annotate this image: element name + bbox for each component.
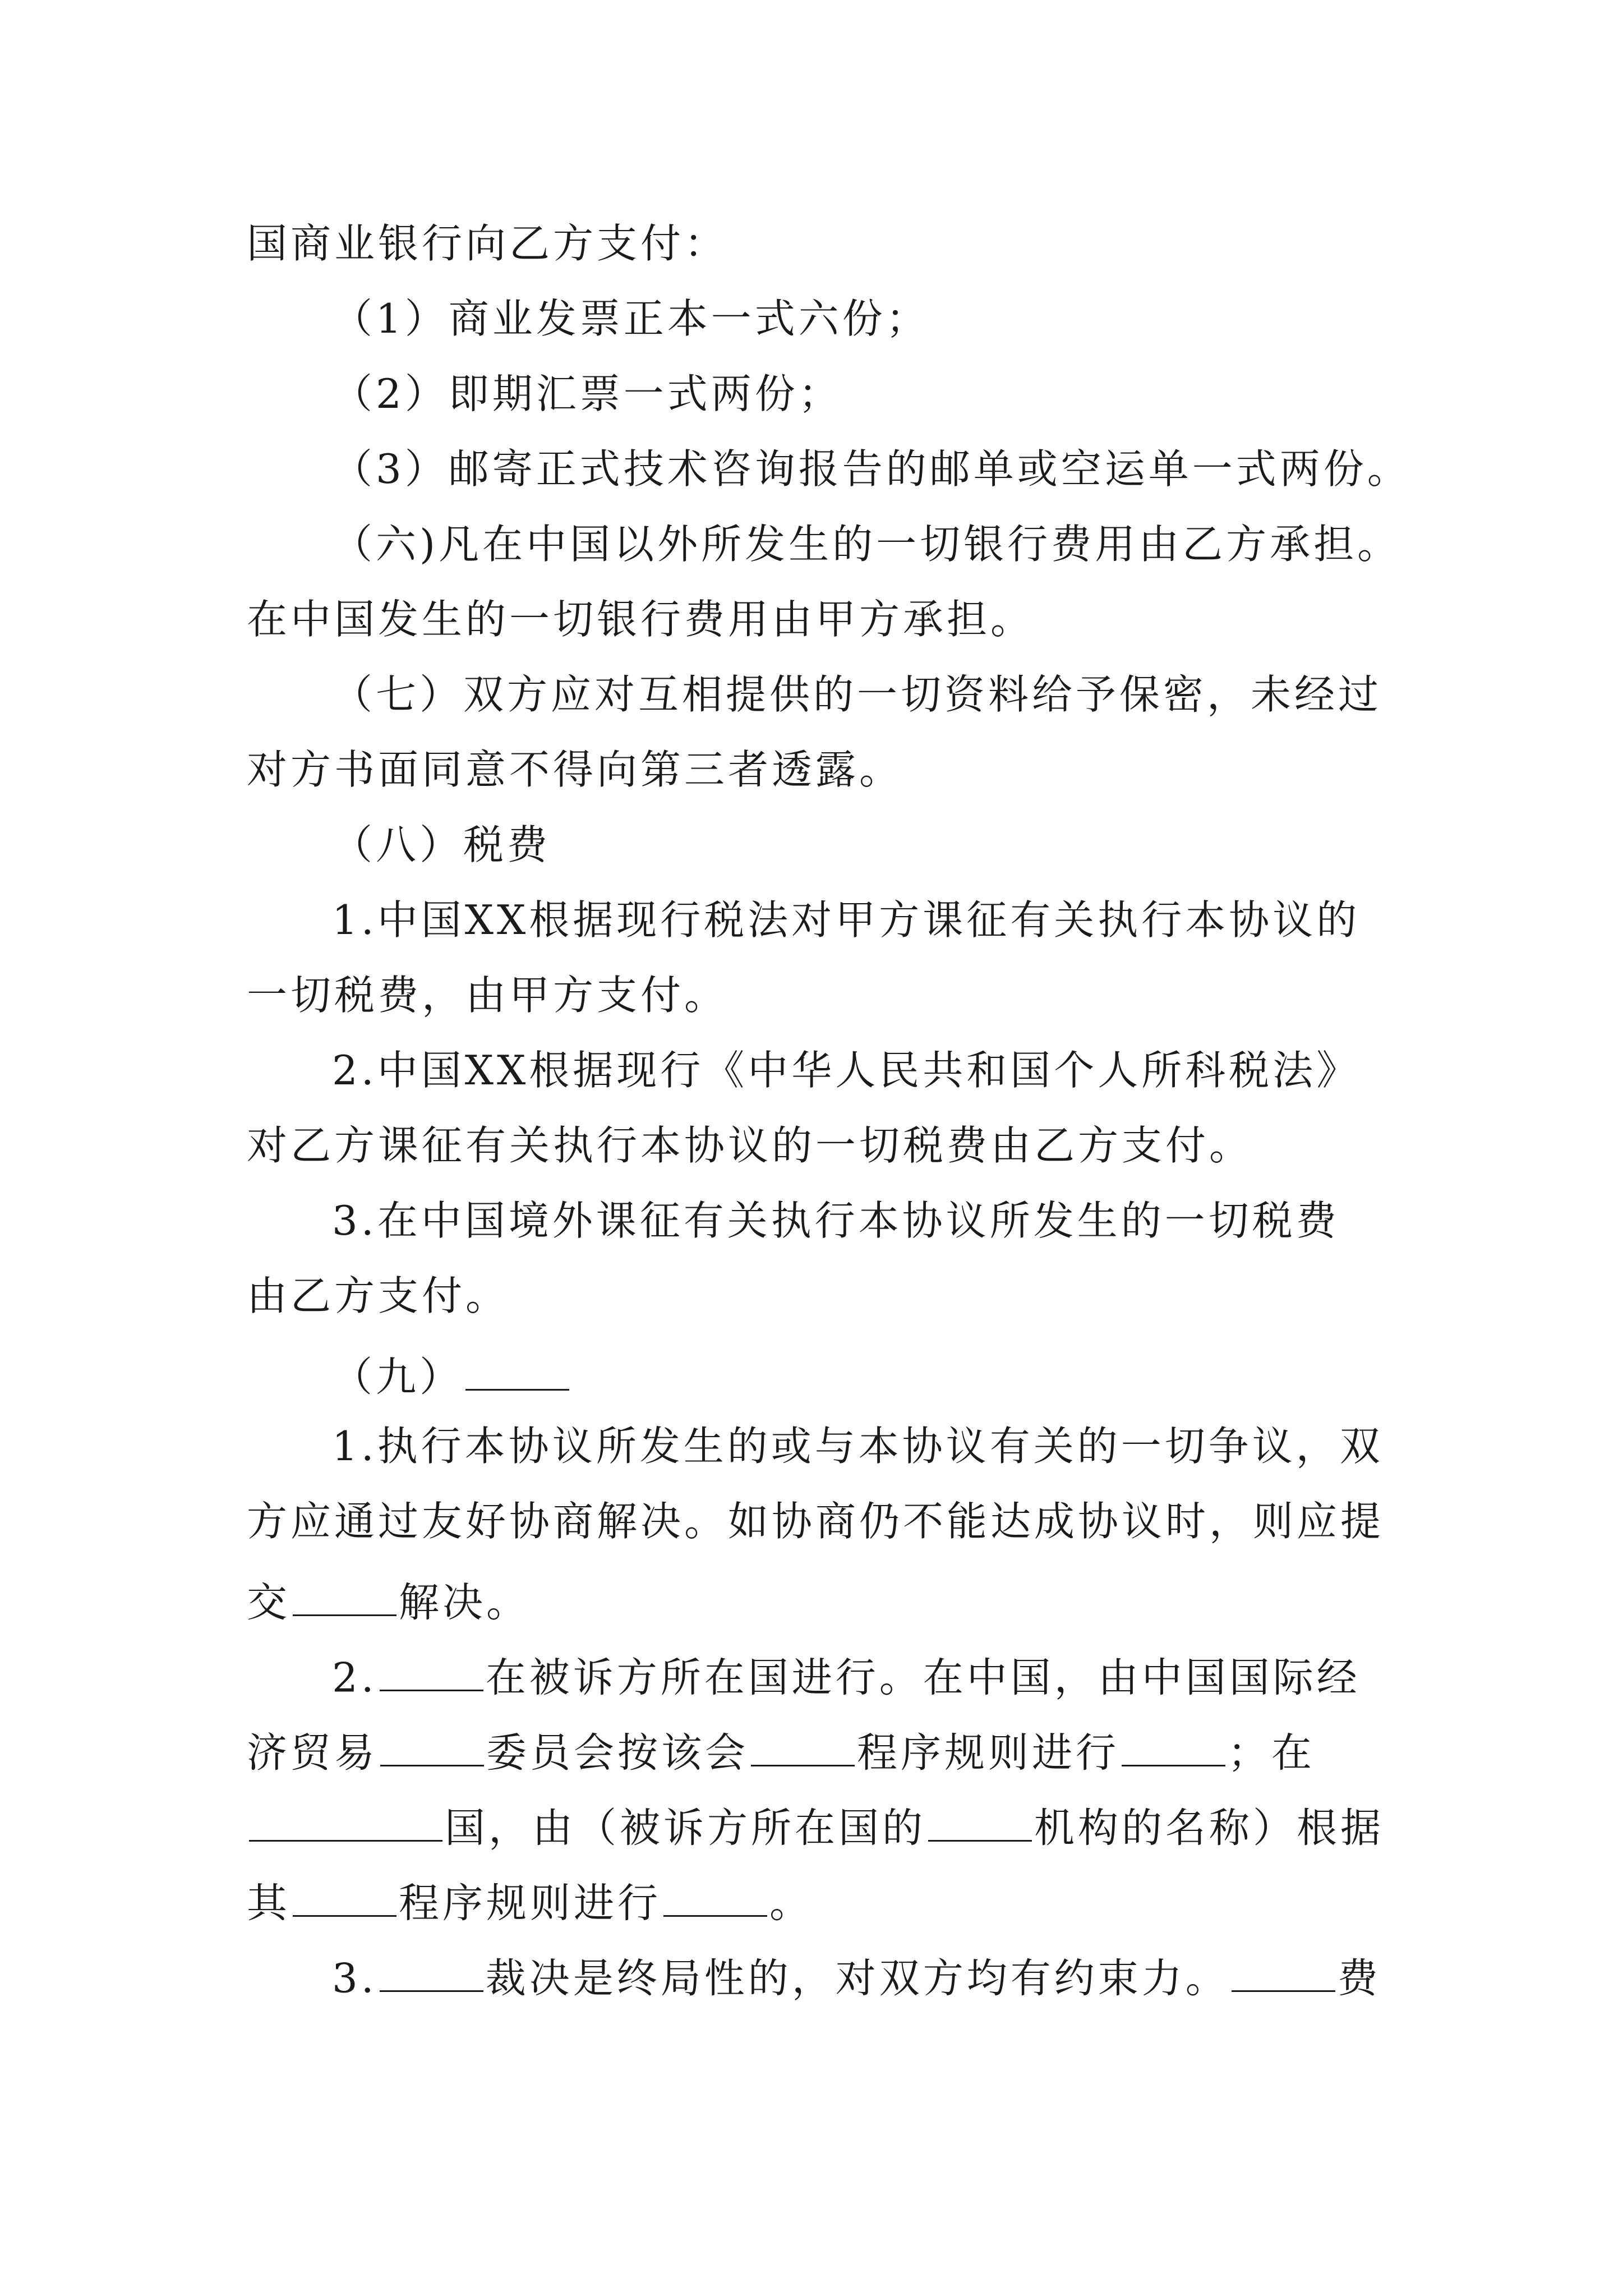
heading-number: （九） — [332, 1353, 464, 1401]
blank-field — [1232, 1952, 1335, 1992]
text-segment: 国，由（被诉方所在国的 — [445, 1804, 926, 1852]
section-heading — [332, 1351, 571, 1401]
text-segment: 3. — [332, 1954, 377, 2002]
blank-field — [380, 1651, 483, 1691]
text-line: （六)凡在中国以外所发生的一切银行费用由乙方承担。 — [332, 521, 1401, 568]
blank-field — [1122, 1727, 1225, 1766]
text-segment: 程序规则进行 — [399, 1879, 662, 1927]
blank-field — [380, 1952, 483, 1992]
text-segment: 裁决是终局性的，对双方均有约束力。 — [485, 1954, 1229, 2002]
text-segment: 委员会按该会 — [486, 1729, 749, 1777]
text-line: （七）双方应对互相提供的一切资料给予保密，未经过 — [332, 671, 1382, 718]
blank-field — [928, 1802, 1032, 1842]
blank-field — [249, 1802, 442, 1842]
text-line: （3）邮寄正式技术咨询报告的邮单或空运单一式两份。 — [332, 445, 1411, 493]
text-line — [247, 1802, 1385, 1852]
text-line: 1.中国XX根据现行税法对甲方课征有关执行本协议的 — [332, 896, 1361, 944]
text-line — [332, 1651, 1361, 1701]
text-line: 2.中国XX根据现行《中华人民共和国个人所科税法》 — [332, 1047, 1361, 1094]
text-segment: 解决。 — [399, 1579, 531, 1626]
text-segment: 其 — [247, 1879, 291, 1927]
text-line: 国商业银行向乙方支付： — [247, 220, 728, 267]
text-line: 对方书面同意不得向第三者透露。 — [247, 746, 903, 793]
section-heading: （八）税费 — [332, 821, 551, 868]
text-line: 一切税费，由甲方支付。 — [247, 972, 728, 1019]
text-segment: 费 — [1337, 1954, 1381, 2002]
text-line: 3.在中国境外课征有关执行本协议所发生的一切税费 — [332, 1197, 1340, 1244]
blank-field — [380, 1727, 484, 1766]
text-line: 1.执行本协议所发生的或与本协议有关的一切争议，双 — [332, 1423, 1384, 1470]
text-line — [247, 1727, 1316, 1777]
text-segment: 济贸易 — [247, 1729, 379, 1777]
text-line: （2）即期汇票一式两份； — [332, 370, 842, 417]
text-line — [247, 1877, 814, 1927]
text-segment: ；在 — [1228, 1729, 1316, 1777]
text-line: 对乙方课征有关执行本协议的一切税费由乙方支付。 — [247, 1122, 1253, 1169]
blank-field — [751, 1727, 855, 1766]
text-line: 由乙方支付。 — [247, 1272, 510, 1319]
text-line: 在中国发生的一切银行费用由甲方承担。 — [247, 596, 1035, 643]
text-line — [247, 1576, 531, 1626]
text-segment: 程序规则进行 — [857, 1729, 1120, 1777]
text-line — [332, 1952, 1381, 2002]
text-line: 方应通过友好协商解决。如协商仍不能达成协议时，则应提 — [247, 1498, 1385, 1545]
text-segment: 在被诉方所在国进行。在中国，由中国国际经 — [485, 1654, 1361, 1701]
text-segment: 交 — [247, 1579, 291, 1626]
blank-field — [293, 1877, 396, 1917]
text-segment: 。 — [769, 1879, 814, 1927]
text-line: （1）商业发票正本一式六份； — [332, 295, 930, 342]
text-segment: 机构的名称）根据 — [1034, 1804, 1385, 1852]
blank-field — [293, 1576, 396, 1616]
blank-field — [663, 1877, 767, 1917]
blank-field — [465, 1351, 569, 1391]
text-segment: 2. — [332, 1654, 377, 1701]
